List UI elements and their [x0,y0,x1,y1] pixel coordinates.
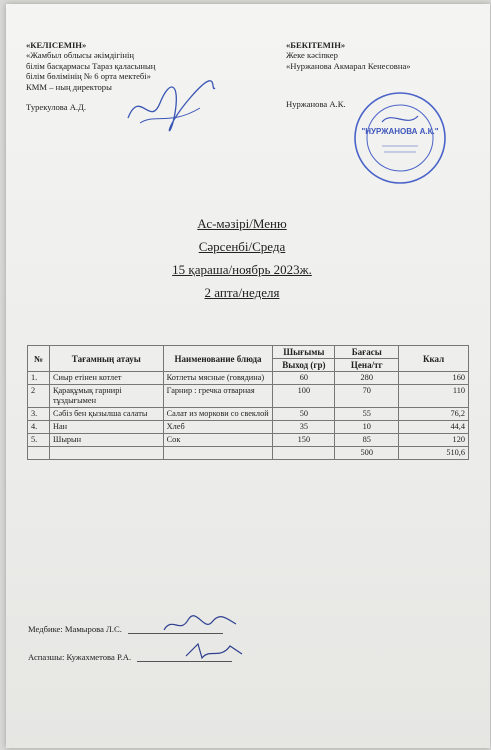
cell-name-ru: Салат из моркови со свеклой [163,408,273,421]
nurse-signature-icon [160,612,240,638]
table-row [28,421,469,434]
cell-name-kz: Шырын [49,434,163,447]
approval-line: білім басқармасы Тараз қаласының [26,60,156,71]
stamp-center-text: "НУРЖАНОВА А.К." [361,127,439,136]
cell-name-kz: Нан [49,421,163,434]
col-header-price-kz: Бағасы [335,346,399,359]
approval-line: КММ – ның директоры [26,81,112,92]
col-header-kcal: Ккал [399,346,469,372]
nurse-label: Медбике: Мамырова Л.С. [28,624,122,634]
cell-price: 70 [335,385,399,408]
round-stamp-icon [352,90,448,186]
cell-name-kz: Қарақұмық гарнирі тұздығымен [49,385,163,408]
table-row [28,385,469,408]
week-title: 2 апта/неделя [204,285,280,300]
cell-kcal: 44,4 [399,421,469,434]
cook-signature-icon [180,640,250,664]
menu-table [27,345,469,460]
cell-price: 10 [335,421,399,434]
col-header-yield-kz: Шығымы [273,346,335,359]
cell-yield: 50 [273,408,335,421]
col-header-yield-ru: Выход (гр) [273,359,335,372]
director-signature-icon [120,78,220,138]
approval-title: «КЕЛІСЕМІН» [26,40,87,50]
col-header-name-ru: Наименование блюда [163,346,273,372]
cell-no: 1. [28,372,50,385]
table-total-row [28,447,469,460]
agreement-name: Нуржанова А.К. [286,99,346,110]
day-title: Сәрсенбі/Среда [198,239,286,254]
agreement-line: Жеке кәсіпкер [286,50,338,61]
cell-price: 85 [335,434,399,447]
cell-name-kz: Сиыр етінен котлет [49,372,163,385]
date-title: 15 қараша/ноябрь 2023ж. [172,262,312,277]
col-header-name-kz: Тағамның атауы [49,346,163,372]
cell-name-ru: Сок [163,434,273,447]
cell-kcal: 120 [399,434,469,447]
cell-yield: 35 [273,421,335,434]
agreement-title: «БЕКІТЕМІН» [286,40,346,50]
cell-kcal: 160 [399,372,469,385]
cook-label: Аспазшы: Кужахметова Р.А. [28,652,132,662]
cell-price: 280 [335,372,399,385]
cell-kcal: 76,2 [399,408,469,421]
cell-yield: 150 [273,434,335,447]
cell-name-ru: Котлеты мясные (говядина) [163,372,273,385]
total-kcal: 510,6 [399,447,469,460]
menu-title: Ас-мәзірі/Меню [197,216,287,231]
cell-no: 5. [28,434,50,447]
cell-name-ru: Гарнир : гречка отварная [163,385,273,408]
approval-line: «Жамбыл облысы әкімдігінің [26,50,134,61]
cell-yield: 60 [273,372,335,385]
agreement-line: «Нуржанова Акмарал Кенесовна» [286,60,411,71]
approval-name: Турекулова А.Д. [26,102,87,113]
cell-name-kz: Сәбіз бен қызылша салаты [49,408,163,421]
cell-no: 4. [28,421,50,434]
cell-kcal: 110 [399,385,469,408]
table-row [28,408,469,421]
col-header-no: № [28,346,50,372]
cell-no: 3. [28,408,50,421]
document-titles [0,212,484,304]
col-header-price-ru: Цена/тг [335,359,399,372]
approval-line: білім бөлімінің № 6 орта мектебі» [26,71,151,82]
total-price: 500 [335,447,399,460]
cell-yield: 100 [273,385,335,408]
cell-no: 2 [28,385,50,408]
table-row [28,372,469,385]
table-header-row [28,346,469,359]
table-row [28,434,469,447]
cell-price: 55 [335,408,399,421]
cell-name-ru: Хлеб [163,421,273,434]
